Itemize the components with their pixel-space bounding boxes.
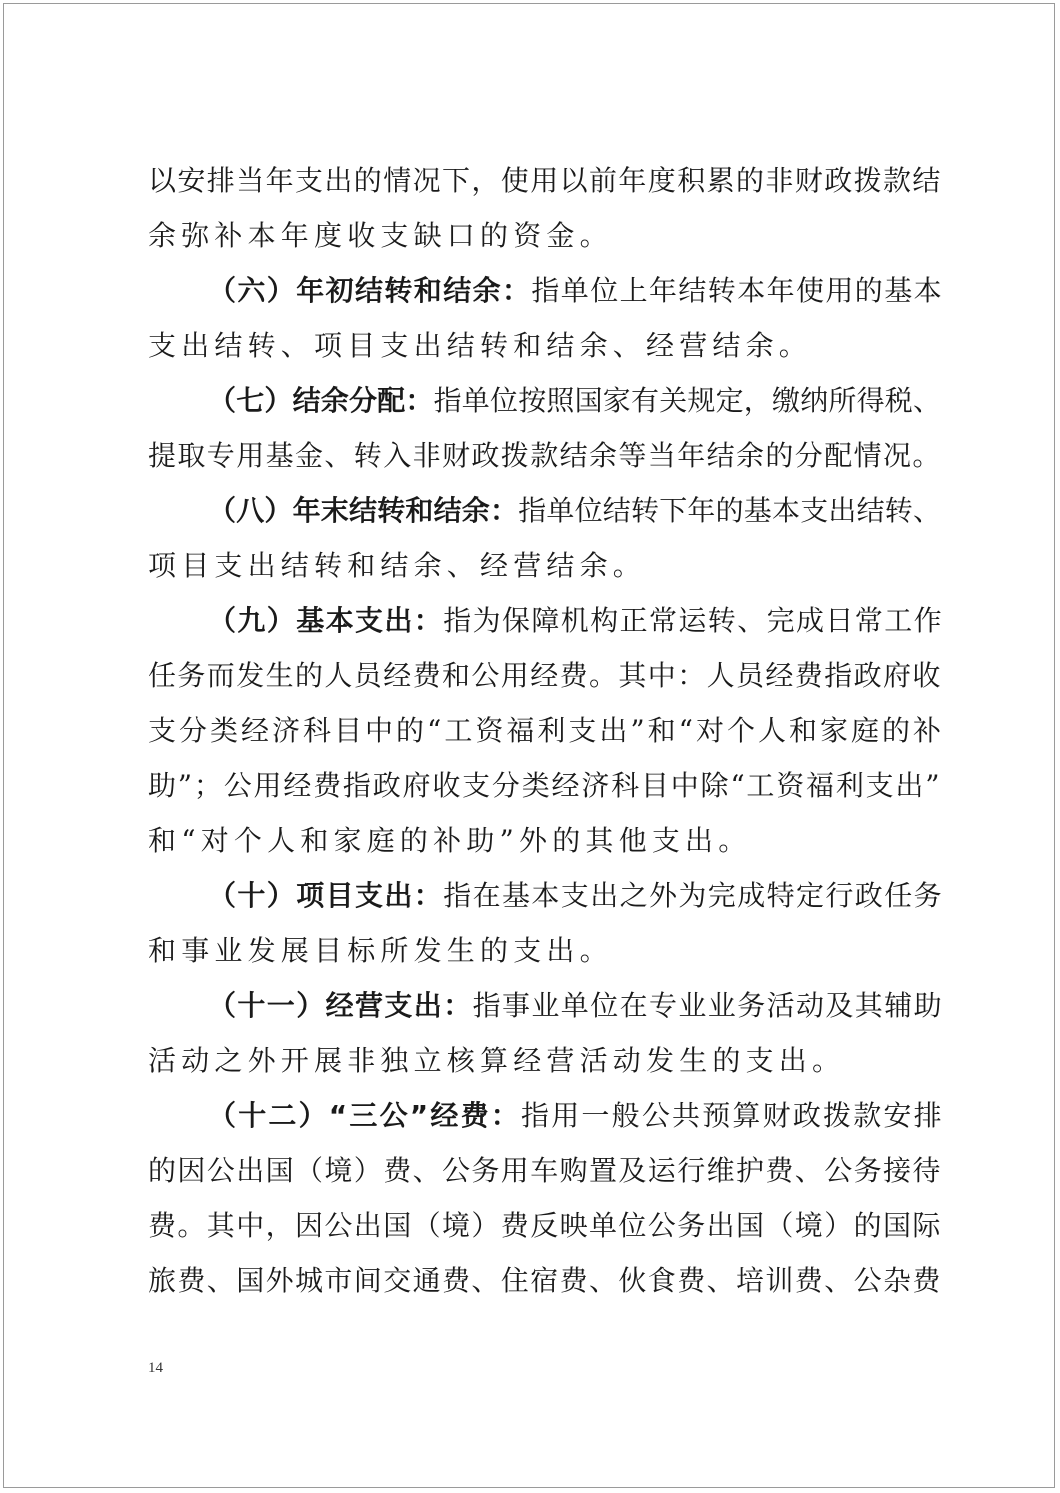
body-text-line: 旅费、国外城市间交通费、住宿费、伙食费、培训费、公杂费 (148, 1264, 942, 1297)
definition-text: 指在基本支出之外为完成特定行政任务 (443, 879, 944, 912)
body-text-line: 提取专用基金、转入非财政拨款结余等当年结余的分配情况。 (148, 439, 942, 472)
definition-paragraph-10 (208, 876, 943, 916)
definition-text: 指单位按照国家有关规定，缴纳所得税、 (433, 384, 942, 417)
page-number: 14 (148, 1360, 163, 1376)
definition-text: 指单位结转下年的基本支出结转、 (518, 494, 942, 527)
definition-paragraph-12 (208, 1096, 944, 1136)
term-heading: （六）年初结转和结余： (208, 274, 532, 307)
definition-paragraph-7 (208, 381, 941, 421)
body-text-line: 费。其中，因公出国（境）费反映单位公务出国（境）的国际 (148, 1209, 942, 1242)
body-text-line: 的因公出国（境）费、公务用车购置及运行维护费、公务接待 (148, 1154, 942, 1187)
definition-paragraph-11 (208, 986, 943, 1026)
body-text-line: 余弥补本年度收支缺口的资金。 (148, 219, 613, 252)
definition-paragraph-9 (208, 601, 943, 641)
body-text-line: 和“对个人和家庭的补助”外的其他支出。 (148, 824, 752, 857)
body-text-line: 助”；公用经费指政府收支分类经济科目中除“工资福利支出” (148, 769, 942, 802)
term-heading: （七）结余分配： (208, 384, 434, 417)
definition-paragraph-6 (208, 271, 943, 311)
body-text-line: 支出结转、项目支出结转和结余、经营结余。 (148, 329, 813, 362)
definition-text: 指事业单位在专业业务活动及其辅助 (472, 989, 944, 1022)
term-heading: （九）基本支出： (208, 604, 444, 637)
body-text-line: 任务而发生的人员经费和公用经费。其中：人员经费指政府收 (148, 659, 942, 692)
definition-paragraph-8 (208, 491, 941, 531)
term-heading: （十一）经营支出： (208, 989, 473, 1022)
body-text-line: 项目支出结转和结余、经营结余。 (148, 549, 647, 582)
body-text-line: 支分类经济科目中的“工资福利支出”和“对个人和家庭的补 (148, 714, 944, 747)
term-heading: （十二）“三公”经费： (208, 1099, 522, 1132)
body-text-line: 和事业发展目标所发生的支出。 (148, 934, 613, 967)
definition-text: 指为保障机构正常运转、完成日常工作 (443, 604, 944, 637)
definition-text: 指用一般公共预算财政拨款安排 (521, 1099, 944, 1132)
term-heading: （十）项目支出： (208, 879, 444, 912)
definition-text: 指单位上年结转本年使用的基本 (531, 274, 944, 307)
body-text-line: 以安排当年支出的情况下，使用以前年度积累的非财政拨款结 (148, 164, 942, 197)
body-text-line: 活动之外开展非独立核算经营活动发生的支出。 (148, 1044, 846, 1077)
term-heading: （八）年末结转和结余： (208, 494, 519, 527)
